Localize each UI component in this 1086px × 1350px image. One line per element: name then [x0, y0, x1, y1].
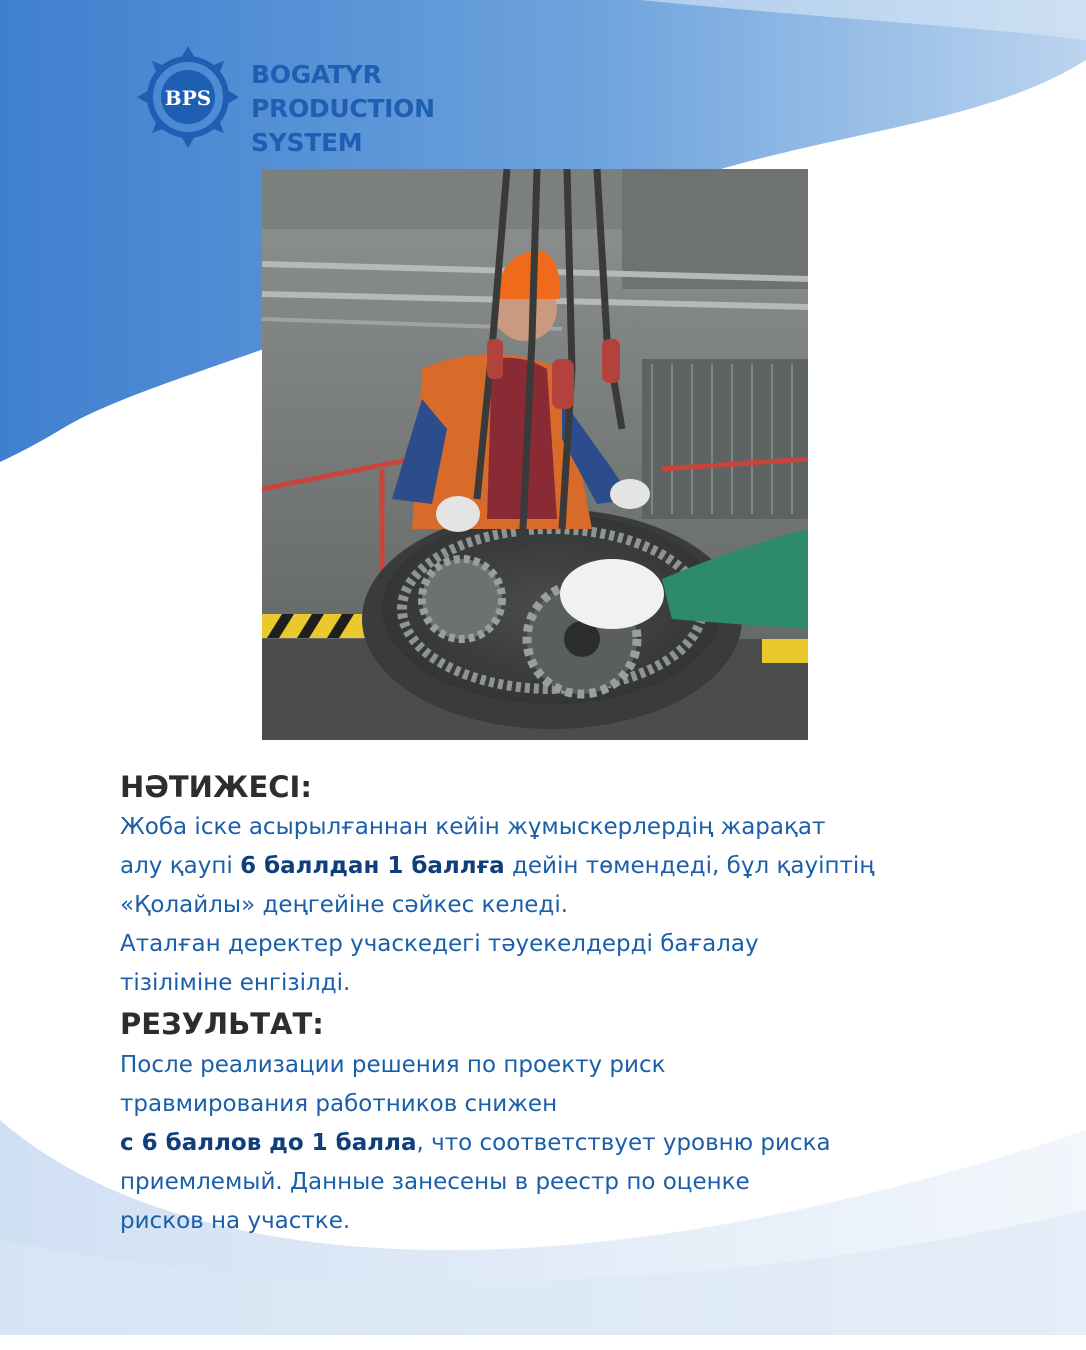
brand-line-1: BOGATYR	[251, 60, 382, 89]
ru-line-1	[120, 1046, 1030, 1085]
kz-line-1	[120, 808, 1030, 847]
kz-line-3	[120, 886, 1030, 925]
kz-line-2-tail: дейін төмендеді, бұл қауіптің	[504, 853, 875, 879]
results-content	[120, 768, 1030, 1241]
kz-line-4-text: Аталған деректер учаскедегі тәуекелдерді бағалау	[120, 931, 759, 957]
kz-line-2	[120, 847, 1030, 886]
kz-line-2-bold: 6 баллдан 1 баллға	[240, 853, 505, 879]
ru-line-4	[120, 1163, 1030, 1202]
kz-line-3-text: «Қолайлы» деңгейіне сәйкес келеді.	[120, 892, 569, 918]
brand-line-2: PRODUCTION	[251, 94, 435, 123]
brand-name	[251, 58, 435, 160]
kz-heading: НӘТИЖЕСІ:	[120, 770, 312, 804]
ru-line-3-tail: , что соответствует уровню риска	[416, 1130, 831, 1156]
brand-logo	[133, 40, 463, 160]
logo-monogram: BPS	[164, 86, 212, 110]
industrial-photo-icon	[262, 169, 808, 740]
ru-line-2-text: травмирования работников снижен	[120, 1091, 558, 1117]
kz-line-1-text: Жоба іске асырылғаннан кейін жұмыскерлердің жарақат	[120, 814, 826, 840]
kz-line-5	[120, 964, 1030, 1003]
gear-logo-icon	[133, 42, 243, 152]
ru-heading: РЕЗУЛЬТАТ:	[120, 1007, 324, 1041]
ru-line-3-bold: с 6 баллов до 1 балла	[120, 1130, 417, 1156]
ru-line-1-text: После реализации решения по проекту риск	[120, 1052, 666, 1078]
brand-line-3: SYSTEM	[251, 128, 363, 157]
worker-photo	[262, 169, 808, 740]
kz-line-2-text: алу қаупі	[120, 853, 241, 879]
ru-line-5	[120, 1202, 1030, 1241]
ru-line-4-text: приемлемый. Данные занесены в реестр по оценке	[120, 1169, 750, 1195]
ru-line-5-text: рисков на участке.	[120, 1208, 351, 1234]
ru-line-3	[120, 1124, 1030, 1163]
kz-line-4	[120, 925, 1030, 964]
kz-line-5-text: тізіліміне енгізілді.	[120, 970, 351, 996]
ru-line-2	[120, 1085, 1030, 1124]
